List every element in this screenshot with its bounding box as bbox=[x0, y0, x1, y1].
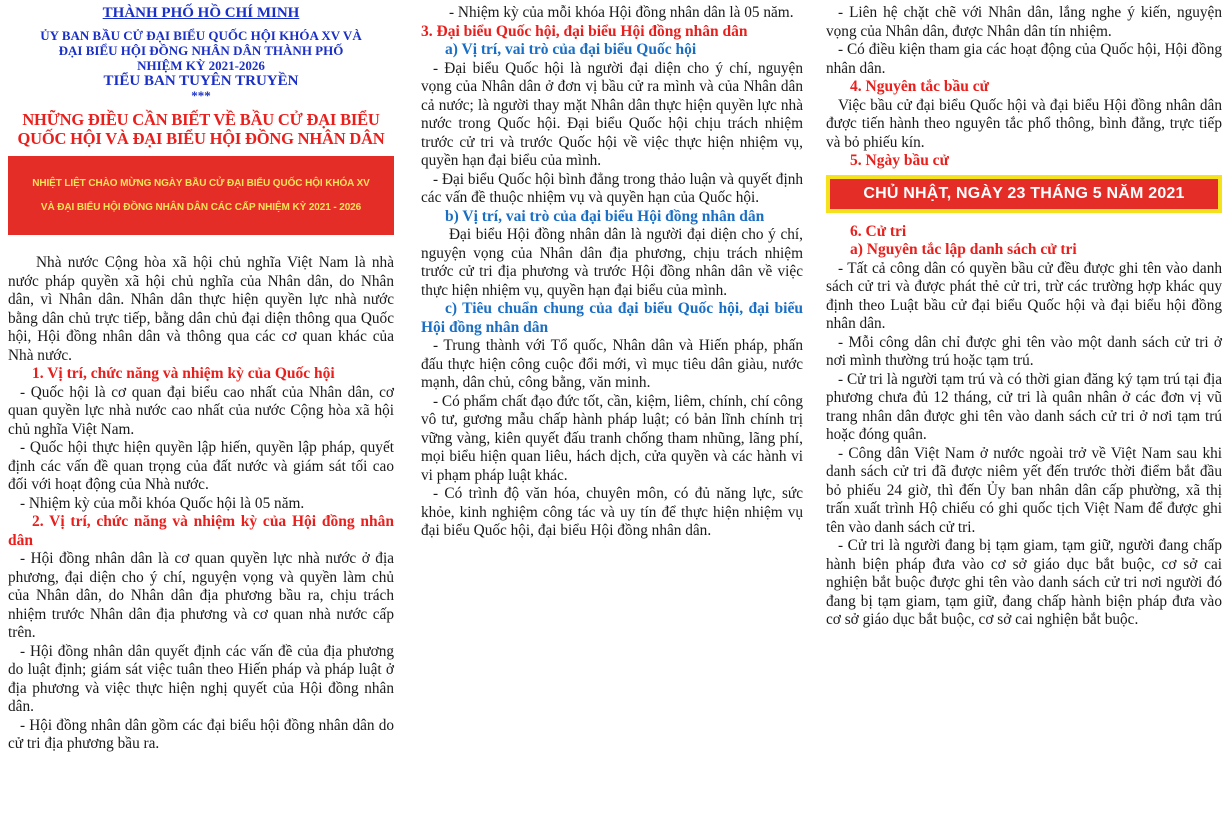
paragraph: - Nhiệm kỳ của mỗi khóa Quốc hội là 05 năm. bbox=[20, 494, 305, 512]
paragraph: - Có phẩm chất đạo đức tốt, cần, kiệm, liêm, chính, chí công vô tư, gương mẫu chấp hành pháp luật; có bản lĩnh chính trị vững vàng, kiên quyết đấu tranh chống tham nhũng, lãng phí, mọi biểu hiện quan liêu, hách dịch, cửa quyền và các hành vi vi phạm pháp luật khác. bbox=[421, 392, 803, 484]
paragraph: - Quốc hội thực hiện quyền lập hiến, quyền lập pháp, quyết định các vấn đề quan trọng của đất nước và giám sát tối cao đối với hoạt động của Nhà nước. bbox=[8, 439, 394, 493]
paragraph: Việc bầu cử đại biểu Quốc hội và đại biểu Hội đồng nhân dân được tiến hành theo nguyên tắc phổ thông, bình đẳng, trực tiếp và bỏ phiếu kín. bbox=[826, 96, 1222, 151]
paragraph: - Đại biểu Quốc hội bình đẳng trong thảo luận và quyết định các vấn đề thuộc nhiệm vụ và quyền hạn của Quốc hội. bbox=[421, 170, 803, 206]
section-2-heading: 2. Vị trí, chức năng và nhiệm kỳ của Hội đồng nhân dân bbox=[8, 513, 394, 549]
section-4-heading: 4. Nguyên tắc bầu cử bbox=[850, 78, 989, 95]
banner-line-2: VÀ ĐẠI BIỂU HỘI ĐỒNG NHÂN DÂN CÁC CẤP NHIỆM KỲ 2021 - 2026 bbox=[40, 201, 362, 213]
column-2 bbox=[411, 0, 809, 825]
section-3-heading: 3. Đại biểu Quốc hội, đại biểu Hội đồng nhân dân bbox=[421, 22, 748, 40]
paragraph: - Hội đồng nhân dân là cơ quan quyền lực nhà nước ở địa phương, đại diện cho ý chí, nguyện vọng và quyền làm chủ của Nhân dân, do Nhân dân địa phương bầu ra, chịu trách nhiệm trước Nhân dân địa phương và cơ quan nhà nước cấp trên. bbox=[8, 550, 394, 641]
section-3a-heading: a) Vị trí, vai trò của đại biểu Quốc hội bbox=[445, 41, 697, 58]
paragraph: - Hội đồng nhân dân quyết định các vấn đề của địa phương do luật định; giám sát việc tuân theo Hiến pháp và pháp luật ở địa phương và việc thực hiện nghị quyết của Hội đồng nhân dân. bbox=[8, 642, 394, 715]
subcommittee-heading: TIỂU BAN TUYÊN TRUYỀN bbox=[103, 73, 299, 89]
election-date-box bbox=[826, 175, 1222, 213]
paragraph: - Có điều kiện tham gia các hoạt động của Quốc hội, Hội đồng nhân dân. bbox=[826, 41, 1222, 77]
paragraph: - Quốc hội là cơ quan đại biểu cao nhất của Nhân dân, cơ quan quyền lực nhà nước cao nhất của nước Cộng hòa xã hội chủ nghĩa Việt Nam. bbox=[8, 383, 394, 438]
intro-paragraph: Nhà nước Cộng hòa xã hội chủ nghĩa Việt Nam là nhà nước pháp quyền xã hội chủ nghĩa của Nhân dân, do Nhân dân, vì Nhân dân. Nhân dân thực hiện quyền lực nhà nước bằng dân chủ trực tiếp, bằng dân chủ đại diện thông qua Quốc hội, Hội đồng nhân dân và thông qua các cơ quan khác của Nhà nước. bbox=[8, 254, 394, 364]
section-6a-heading: a) Nguyên tắc lập danh sách cử tri bbox=[850, 241, 1077, 258]
section-5-heading: 5. Ngày bầu cử bbox=[850, 152, 949, 169]
paragraph: - Cử tri là người đang bị tạm giam, tạm giữ, người đang chấp hành biện pháp đưa vào cơ sở giáo dục bắt buộc, cơ sở cai nghiện bắt buộc được ghi tên vào danh sách cử tri nơi người đó đang bị tạm giam, tạm giữ, đang chấp hành biện pháp đưa vào cơ sở giáo dục bắt buộc, cơ sở cai nghiện bắt buộc. bbox=[826, 537, 1222, 628]
paragraph: - Trung thành với Tổ quốc, Nhân dân và Hiến pháp, phấn đấu thực hiện công cuộc đổi mới, vì mục tiêu dân giàu, nước mạnh, dân chủ, công bằng, văn minh. bbox=[421, 337, 803, 391]
stars-divider: *** bbox=[191, 88, 211, 103]
banner-line-1: NHIỆT LIỆT CHÀO MỪNG NGÀY BẦU CỬ ĐẠI BIỂU QUỐC HỘI KHÓA XV bbox=[32, 177, 370, 189]
paragraph: - Tất cả công dân có quyền bầu cử đều được ghi tên vào danh sách cử tri và được phát thẻ cử tri, trừ các trường hợp khác quy định theo Luật bầu cử đại biểu Quốc hội và đại biểu hội đồng nhân dân. bbox=[826, 259, 1222, 332]
paragraph: - Công dân Việt Nam ở nước ngoài trở về Việt Nam sau khi danh sách cử tri đã được niêm yết đến trước thời điểm bắt đầu bỏ phiếu 24 giờ, thì đến Ủy ban nhân dân cấp phường, xã thị trấn xuất trình Hộ chiếu có ghi quốc tịch Việt Nam để được ghi tên vào danh sách cử tri. bbox=[826, 444, 1222, 536]
committee-line-2: ĐẠI BIỂU HỘI ĐỒNG NHÂN DÂN THÀNH PHỐ bbox=[58, 43, 344, 58]
paragraph: - Cử tri là người tạm trú và có thời gian đăng ký tạm trú tại địa phương chưa đủ 12 tháng, cử tri là quân nhân ở các đơn vị vũ trang nhân dân được ghi tên vào danh sách cử tri ở nơi tạm trú hoặc đóng quân. bbox=[826, 370, 1222, 443]
paragraph: - Mỗi công dân chỉ được ghi tên vào một danh sách cử tri ở nơi mình thường trú hoặc tạm trú. bbox=[826, 333, 1222, 369]
committee-line-3: NHIỆM KỲ 2021-2026 bbox=[137, 58, 265, 73]
section-3c-heading: c) Tiêu chuẩn chung của đại biểu Quốc hội, đại biểu Hội đồng nhân dân bbox=[421, 300, 803, 336]
section-6-heading: 6. Cử tri bbox=[850, 222, 907, 240]
city-heading: THÀNH PHỐ HỒ CHÍ MINH bbox=[102, 5, 300, 21]
paragraph: - Có trình độ văn hóa, chuyên môn, có đủ năng lực, sức khỏe, kinh nghiệm công tác và uy tín để thực hiện nhiệm vụ đại biểu Quốc hội, đại biểu Hội đồng nhân dân. bbox=[421, 485, 803, 539]
celebration-banner bbox=[8, 156, 394, 235]
section-1-heading: 1. Vị trí, chức năng và nhiệm kỳ của Quốc hội bbox=[32, 365, 335, 382]
column-3 bbox=[816, 0, 1230, 825]
column-1 bbox=[0, 0, 402, 825]
paragraph: - Nhiệm kỳ của mỗi khóa Hội đồng nhân dân là 05 năm. bbox=[449, 4, 794, 21]
paragraph: Đại biểu Hội đồng nhân dân là người đại diện cho ý chí, nguyện vọng của Nhân dân địa phương, chịu trách nhiệm trước cử tri địa phương và trước Hội đồng nhân dân về việc thực hiện nhiệm vụ, quyền hạn đại biểu của mình. bbox=[421, 226, 803, 299]
paragraph: - Hội đồng nhân dân gồm các đại biểu hội đồng nhân dân do cử tri địa phương bầu ra. bbox=[8, 716, 394, 752]
paragraph: - Đại biểu Quốc hội là người đại diện cho ý chí, nguyện vọng của Nhân dân ở đơn vị bầu cử ra mình và của Nhân dân cả nước; là người thay mặt Nhân dân thực hiện quyền lực nhà nước trong Quốc hội. Đại biểu Quốc hội chịu trách nhiệm trước cử tri và trước Quốc hội về việc thực hiện nhiệm vụ, quyền hạn đại biểu của mình. bbox=[421, 59, 803, 169]
section-3b-heading: b) Vị trí, vai trò của đại biểu Hội đồng nhân dân bbox=[445, 207, 765, 225]
document-title: NHỮNG ĐIỀU CẦN BIẾT VỀ BẦU CỬ ĐẠI BIỂU QUỐC HỘI VÀ ĐẠI BIỂU HỘI ĐỒNG NHÂN DÂN bbox=[17, 110, 385, 148]
committee-line-1: ỦY BAN BẦU CỬ ĐẠI BIỂU QUỐC HỘI KHÓA XV VÀ bbox=[40, 28, 362, 43]
election-date: CHỦ NHẬT, NGÀY 23 THÁNG 5 NĂM 2021 bbox=[863, 184, 1185, 202]
paragraph: - Liên hệ chặt chẽ với Nhân dân, lắng nghe ý kiến, nguyện vọng của Nhân dân, được Nhân dân tín nhiệm. bbox=[826, 4, 1222, 40]
